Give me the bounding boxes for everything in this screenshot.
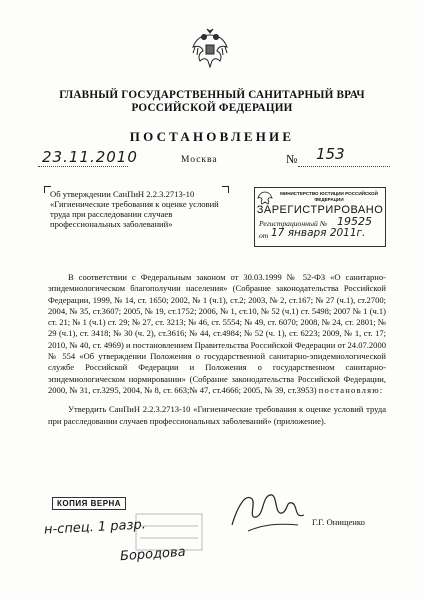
body-paragraph-1-text: В соответствии с Федеральным законом от 30.03.1999 № 52-ФЗ «О санитарно-эпидемиологическом благополучии населения» (Собрание законодательства Российской Федерации, 1999, № 14, ст. 1650; 2002, № 1 (ч.1), ст.2; 2003, № 2, ст.167; № 27 (ч.1), ст.2700; 2004, № 35, ст.3607; 2005, № 19, ст.1752; 2006, № 1, ст.10, № 52 (ч.1) ст. 5498; 2007 № 1 (ч.1) ст. 21; № 1 (ч.1) ст. 29; № 27, ст. 3213; № 46, ст. 5554; № 49, ст. 6070; 2008, № 24, ст. 2801; № 29 (ч.1), ст. 3418; № 30 (ч. 2), ст.3616; № 44, ст.4984; № 52 (ч. 1), ст. 6223; 2009, № 1, ст. 17; 2010, № 40, ст. 4969) и постановлением Правительства Российской Федерации от 24.07.2000 № 554 «Об утверждении Положения о государственной санитарно-эпидемиологической службе Российской Федерации и Положения о государственном санитарно-эпидемиологическом нормировании» (Собрание законодательства Российской Федерации, 2000, № 31, ст.3295, 2004, № 8, ст. 663;№ 47, ст.4666; 2005, № 39, ст.3953) [48,272,386,395]
document-type: ПОСТАНОВЛЕНИЕ [129,129,295,144]
body-paragraph-2: Утвердить СанПиН 2.2.3.2713-10 «Гигиенические требования к оценке условий труда при расследовании случаев профессиональных заболеваний» (приложение). [48,404,386,426]
number-underline [298,166,390,167]
stamp-reg-label: Регистрационный № [259,219,327,228]
document-date: 23.11.2010 [42,148,138,166]
registration-stamp [254,187,386,247]
number-label: № [286,152,298,166]
issuer-title-line2: РОССИЙСКОЙ ФЕДЕРАЦИИ [131,102,293,114]
stamp-from-label: от [259,231,269,240]
document-subject: Об утверждении СанПиН 2.2.3.2713-10 «Гигиенические требования к оценке условий труда при расследовании случаев профессиональных заболеваний» [50,189,219,229]
copy-certified-stamp: КОПИЯ ВЕРНА [52,497,126,510]
body-paragraph-1 [48,272,386,396]
date-underline [38,166,128,167]
stamp-reg-number: 19525 [337,215,372,228]
stamp-reg-date: 17 января 2011г. [271,227,366,239]
document-body [48,272,386,427]
coat-of-arms-icon [190,27,230,71]
handwritten-note-1: н-спец. 1 разр. [43,517,147,538]
stamp-registered: ЗАРЕГИСТРИРОВАНО [256,204,384,216]
signature-icon [228,485,308,537]
stamp-ministry: МИНИСТЕРСТВО ЮСТИЦИИ РОССИЙСКОЙ ФЕДЕРАЦИИ [280,191,378,202]
document-city: Москва [181,155,218,165]
handwritten-note-2: Бородова [119,544,187,565]
signatory-name: Г.Г. Онищенко [312,517,365,527]
document-number: 153 [316,145,345,163]
decree-word: постановляю: [318,384,384,395]
issuer-title-line1: ГЛАВНЫЙ ГОСУДАРСТВЕННЫЙ САНИТАРНЫЙ ВРАЧ [59,89,365,101]
